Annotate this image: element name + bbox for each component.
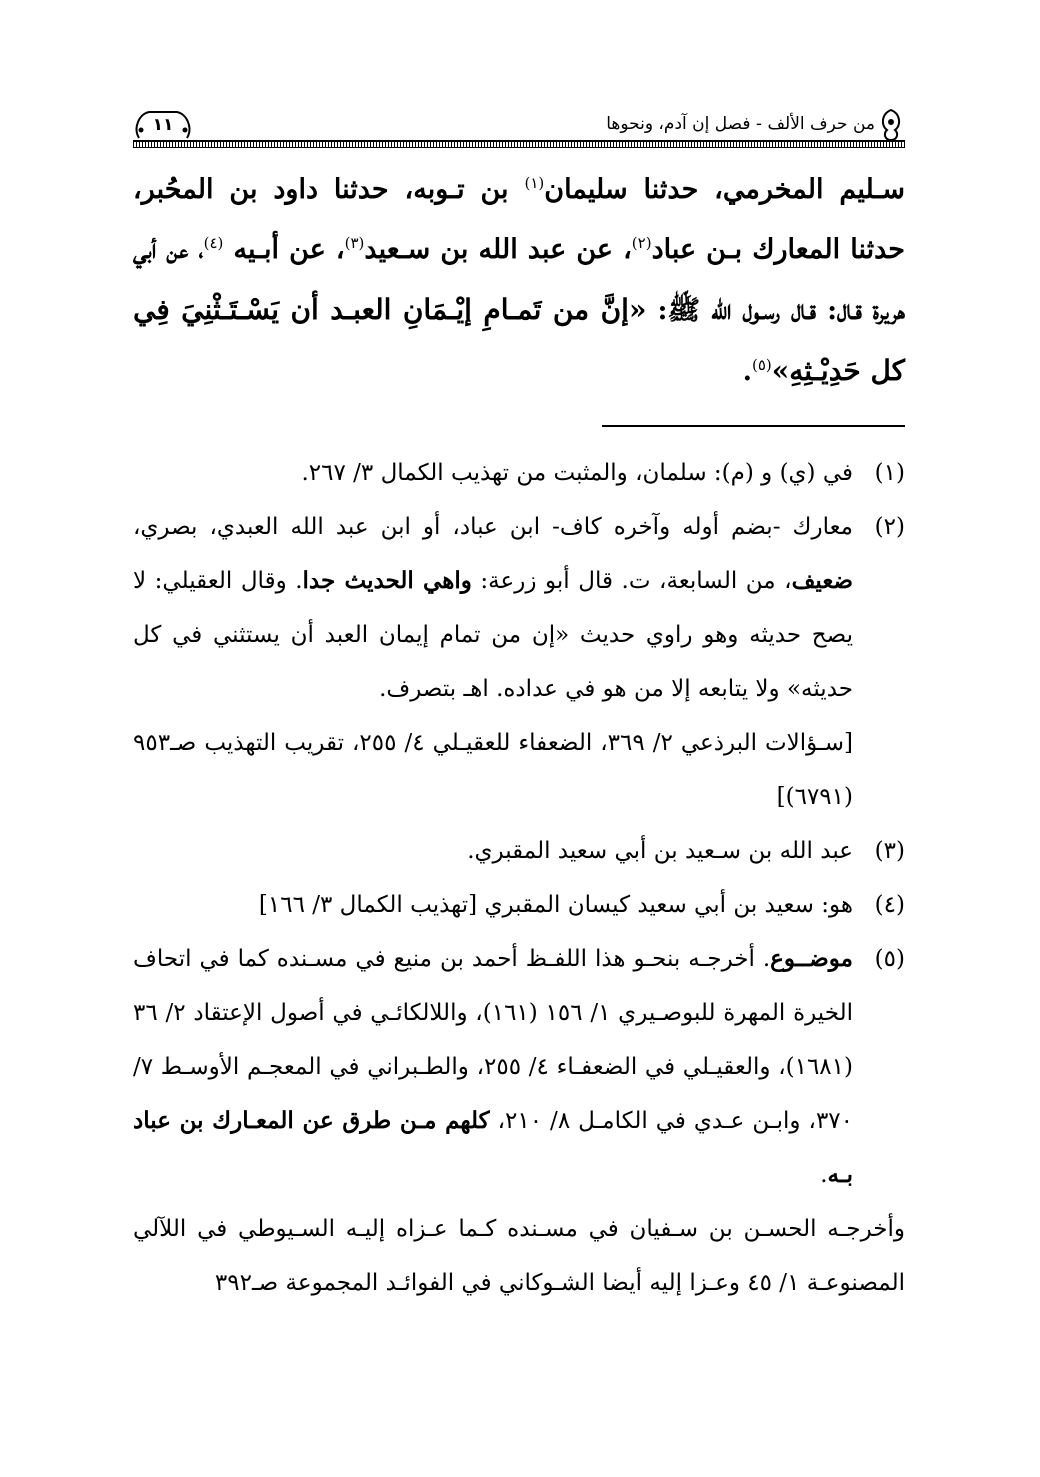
- text-run: ، عن أبـيه: [223, 234, 345, 265]
- footnote-ref[interactable]: (٣): [344, 234, 365, 252]
- text-run: بن تـوبه، حدثنا داود بن المحُبر، حدثنا المعارك بـن عباد: [133, 174, 905, 265]
- running-header: [133, 108, 905, 146]
- footnote-ref[interactable]: (٥): [751, 356, 772, 374]
- footnote-separator: [602, 425, 905, 427]
- footnote-4: [133, 878, 905, 932]
- grading: ضعيف: [791, 567, 853, 594]
- hadith-text: «إنَّ من تَمـامِ إيْـمَانِ العبـد أن يَسْـتَـثْنِيَ فِي كل حَدِيْـثِهِ»: [133, 293, 905, 387]
- grading: واهي الحديث جدا: [302, 567, 472, 594]
- text-run: . أخرجـه بنحـو هذا اللفـظ أحمد بن منيع في مسـنده كما في اتحاف الخيرة المهرة للبوصـيري ١/ ١٥٦ (١٦١)، واللالكائـي في أصول الإعتقاد ٢/ ٣٦ (١٦٨١)، والعقيـلي في الضعفـاء ٤/ ٢٥٥، والطـبراني في المعجـم الأوسـط ٧/ ٣٧٠، وابـن عـدي في الكامـل ٨/ ٢١٠،: [133, 946, 853, 1134]
- header-title: من حرف الألف - فصل إن آدم، ونحوها: [606, 114, 875, 134]
- emphasis: كلهم مـن طرق عن المعـارك بن عباد بـه: [133, 1107, 853, 1188]
- footnote-ref[interactable]: (١): [524, 174, 545, 192]
- text-run: ، من السابعة، ت. قال أبو زرعة:: [471, 568, 792, 594]
- footnote-number: (٤): [874, 892, 905, 918]
- hadith-isnad: [133, 160, 905, 402]
- text-run: سـليم المخرمي، حدثنا سليمان: [544, 174, 905, 205]
- main-text: [133, 160, 905, 402]
- footnote-text: عبد الله بن سـعيد بن أبي سعيد المقبري.: [467, 838, 853, 864]
- text-run: ، عن عبد الله بن سـعيد: [364, 234, 632, 265]
- grading: موضــوع: [770, 945, 853, 972]
- footnote-3: [133, 824, 905, 878]
- footnote-ref[interactable]: (٤): [203, 234, 224, 252]
- header-ornament-right-icon: [877, 108, 905, 142]
- text-run: .: [820, 1162, 828, 1188]
- footnote-1: [133, 446, 905, 500]
- footnotes: [133, 446, 905, 1310]
- text-run: ، عن أبي هريرة قـال: قـال رسـول الله ﷺ:: [133, 234, 905, 326]
- text-run: .: [742, 356, 752, 387]
- footnote-5: [133, 932, 905, 1202]
- text-run: معارك -بضم أوله وآخره كاف- ابن عباد، أو ابن عبد الله العبدي، بصري،: [133, 514, 853, 540]
- footnote-number: (١): [874, 460, 905, 486]
- footnote-number: (٥): [874, 946, 905, 972]
- page-number: ١١: [152, 115, 174, 135]
- footnote-ref[interactable]: (٢): [631, 234, 652, 252]
- footnote-sources: [سـؤالات البرذعي ٢/ ٣٦٩، الضعفاء للعقيـلي ٤/ ٢٥٥، تقريب التهذيب صـ٩٥٣ (٦٧٩١)]: [133, 730, 853, 810]
- footnote-text: في (ي) و (م): سلمان، والمثبت من تهذيب الكمال ٣/ ٢٦٧.: [301, 460, 853, 486]
- text-run: . وقال العقيلي: لا يصح حديثه وهو راوي حديث «إن من تمام إيمان العبد أن يستثني في كل حديثه» ولا يتابعه إلا من هو في عداده. اهـ بتصرف.: [133, 568, 853, 702]
- footnote-2: [133, 500, 905, 824]
- footnote-text: [133, 500, 853, 824]
- footnote-5-continuation: وأخرجـه الحسـن بن سـفيان في مسـنده كـما عـزاه إليـه السـيوطي في اللآلي المصنوعـة ١/ ٤٥ وعـزا إليه أيضا الشـوكاني في الفوائـد المجموعة صـ٣٩٢: [133, 1216, 905, 1296]
- footnote-text: هو: سعيد بن أبي سعيد كيسان المقبري [تهذيب الكمال ٣/ ١٦٦]: [258, 892, 853, 918]
- footnote-text: [133, 932, 853, 1202]
- footnote-number: (٢): [874, 514, 905, 540]
- header-ornament-left-icon: [133, 108, 193, 142]
- footnote-number: (٣): [874, 838, 905, 864]
- header-rule: [133, 140, 905, 148]
